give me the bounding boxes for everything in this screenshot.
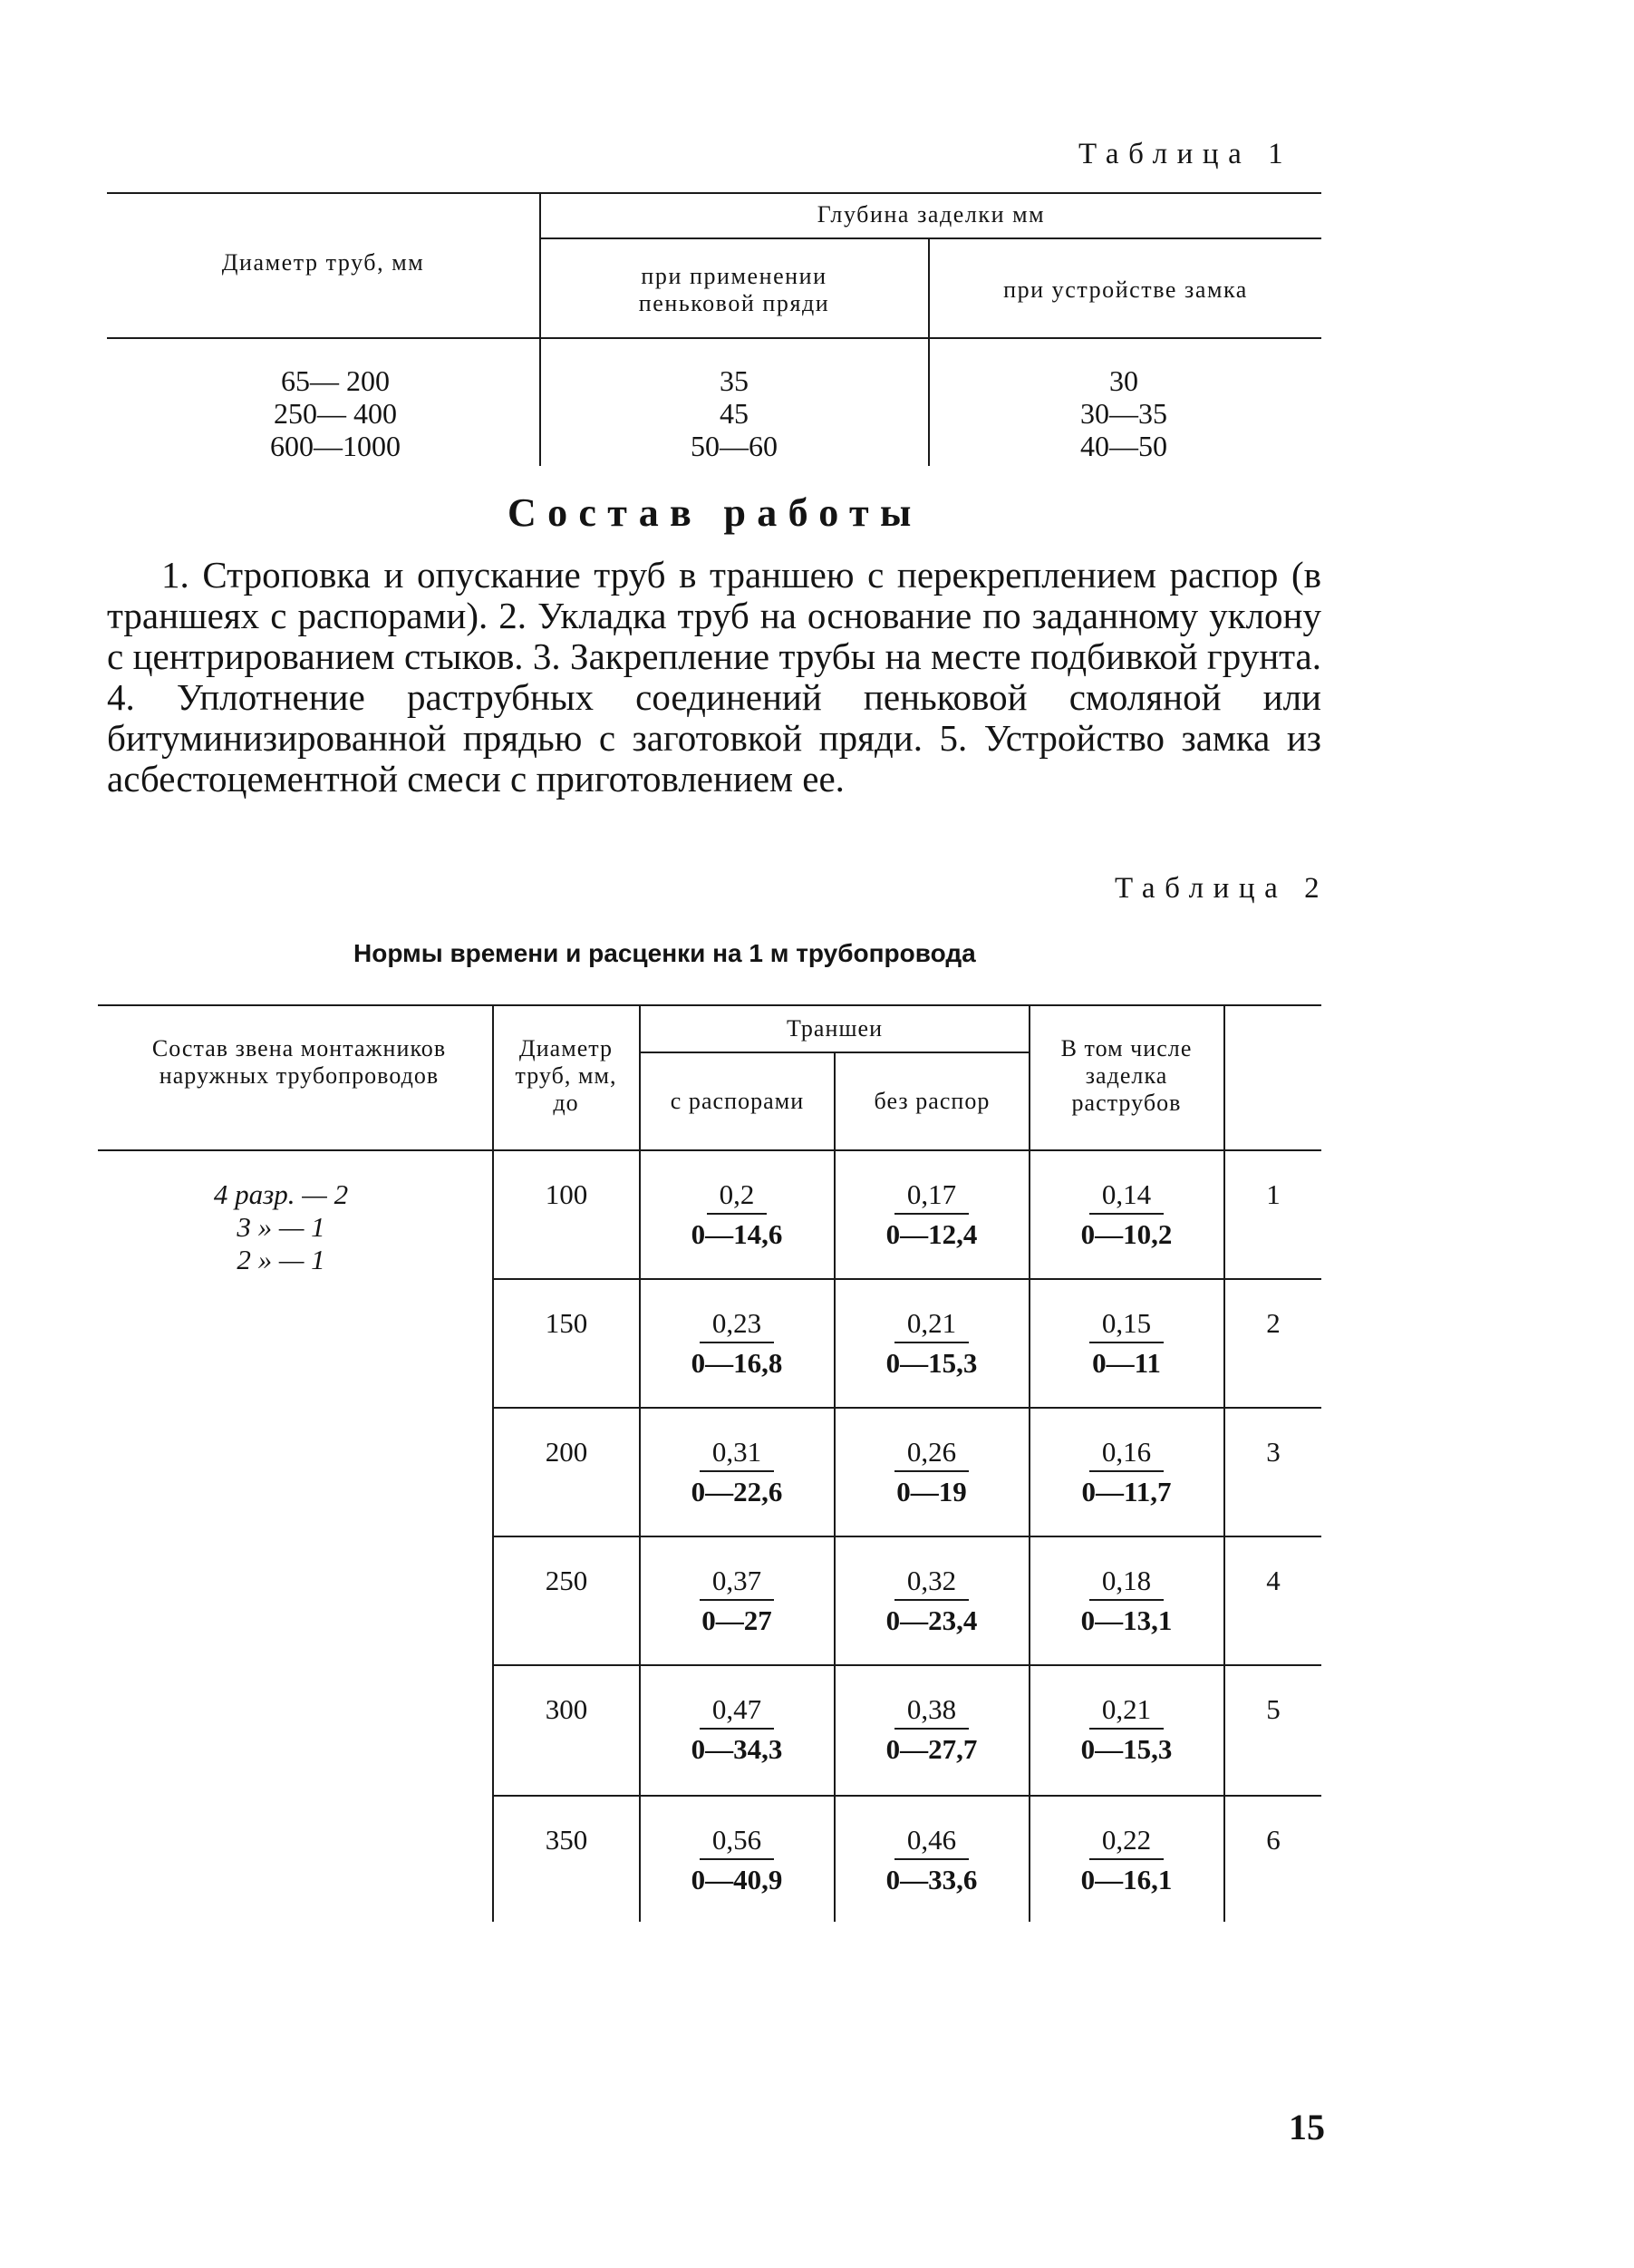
- crew-line: 2 » — 1: [237, 1244, 325, 1275]
- table2-diameter-cell: 100: [545, 1178, 588, 1210]
- norm-value: 0,31: [700, 1436, 774, 1472]
- rate-value: 0—23,4: [885, 1604, 978, 1636]
- table2-without-struts-cell: [850, 1178, 1013, 1251]
- table2-header-without-struts: без распор: [874, 1088, 991, 1114]
- table1-cell: 65— 200: [281, 364, 390, 397]
- table1-cell: 30—35: [1080, 397, 1167, 430]
- table2-header-with-struts: с распорами: [670, 1088, 805, 1114]
- table1-top-rule: [107, 192, 1321, 194]
- norm-value: 0,37: [700, 1565, 774, 1601]
- rate-value: 0—34,3: [691, 1733, 783, 1765]
- table1-diameter-column: [218, 364, 453, 462]
- table2-sockets-cell: [1045, 1565, 1208, 1637]
- table2-row-number: 1: [1266, 1178, 1281, 1210]
- table2-without-struts-cell: [850, 1824, 1013, 1896]
- norm-value: 0,22: [1089, 1824, 1164, 1860]
- table1-header-depth: Глубина заделки мм: [817, 201, 1046, 228]
- rate-value: 0—16,8: [691, 1347, 783, 1379]
- table2-sockets-cell: [1045, 1436, 1208, 1508]
- table2-row-number: 6: [1266, 1824, 1281, 1856]
- table2-col-divider: [834, 1052, 836, 1922]
- table2-header-trenches: Траншеи: [786, 1015, 884, 1042]
- rate-value: 0—33,6: [885, 1864, 978, 1895]
- norm-value: 0,21: [1089, 1693, 1164, 1730]
- table2-without-struts-cell: [850, 1307, 1013, 1380]
- table1-cell: 30: [1109, 364, 1138, 397]
- table1-header-rule: [107, 337, 1321, 339]
- table2-diameter-cell: 200: [545, 1436, 588, 1468]
- page-number: 15: [1289, 2107, 1325, 2147]
- crew-line: 4 разр. — 2: [213, 1178, 349, 1210]
- norm-value: 0,26: [894, 1436, 969, 1472]
- table2-with-struts-cell: [655, 1824, 818, 1896]
- rate-value: 0—14,6: [691, 1218, 783, 1250]
- table2-row-number: 2: [1266, 1307, 1281, 1339]
- table2-header-diameter: Диаметр труб, мм, до: [515, 1035, 617, 1116]
- table2-header-crew: Состав звена монтажников наружных трубопроводов: [151, 1035, 447, 1089]
- norm-value: 0,38: [894, 1693, 969, 1730]
- table1-header-lock: при устройстве замка: [1003, 276, 1248, 303]
- table2-row-rule: [493, 1664, 1321, 1666]
- norm-value: 0,46: [894, 1824, 969, 1860]
- table2-diameter-cell: 350: [545, 1824, 588, 1856]
- table2-subtitle: Нормы времени и расценки на 1 м трубопровода: [353, 939, 976, 967]
- table2-with-struts-cell: [655, 1693, 818, 1766]
- rate-value: 0—12,4: [885, 1218, 978, 1250]
- table2-crew-list: [136, 1178, 426, 1276]
- rate-value: 0—15,3: [1080, 1733, 1173, 1765]
- table2-col-divider: [1029, 1004, 1030, 1922]
- norm-value: 0,17: [894, 1178, 969, 1215]
- rate-value: 0—15,3: [885, 1347, 978, 1379]
- rate-value: 0—19: [896, 1476, 967, 1507]
- table2-row-number: 5: [1266, 1693, 1281, 1725]
- norm-value: 0,2: [707, 1178, 768, 1215]
- table2-row-number: 3: [1266, 1436, 1281, 1468]
- rate-value: 0—16,1: [1080, 1864, 1173, 1895]
- norm-value: 0,23: [700, 1307, 774, 1343]
- table2-with-struts-cell: [655, 1436, 818, 1508]
- table1-cell: 35: [720, 364, 749, 397]
- table2-sockets-cell: [1045, 1307, 1208, 1380]
- table2-caption: Таблица 2: [1115, 872, 1329, 905]
- table2-row-number: 4: [1266, 1565, 1281, 1596]
- table2-with-struts-cell: [655, 1307, 818, 1380]
- table1-lock-column: [1024, 364, 1223, 462]
- table1-caption: Таблица 1: [1078, 138, 1293, 170]
- table2-header-rule: [98, 1149, 1321, 1151]
- table2-sockets-cell: [1045, 1824, 1208, 1896]
- norm-value: 0,18: [1089, 1565, 1164, 1601]
- norm-value: 0,15: [1089, 1307, 1164, 1343]
- table2-row-rule: [493, 1795, 1321, 1797]
- table2-without-struts-cell: [850, 1565, 1013, 1637]
- rate-value: 0—22,6: [691, 1476, 783, 1507]
- norm-value: 0,32: [894, 1565, 969, 1601]
- table1-col-divider: [928, 237, 930, 466]
- rate-value: 0—11,7: [1081, 1476, 1172, 1507]
- table2-top-rule: [98, 1004, 1321, 1006]
- table2-row-rule: [493, 1407, 1321, 1409]
- norm-value: 0,47: [700, 1693, 774, 1730]
- norm-value: 0,56: [700, 1824, 774, 1860]
- table1-header-hemp: при применении пеньковой пряди: [638, 263, 830, 316]
- table1-cell: 40—50: [1080, 430, 1167, 462]
- table2-col-divider: [639, 1004, 641, 1922]
- table1-hemp-column: [634, 364, 834, 462]
- table2-row-rule: [493, 1536, 1321, 1537]
- section-paragraph: 1. Строповка и опускание труб в траншею с перекреплением распор (в траншеях с распорами). 2. Укладка труб на основание по заданному уклону с центрированием стыков. 3. Закрепление трубы на месте подбивкой грунта. 4. Уплотнение раструбных соединений пеньковой смоляной или битуминизированной прядью с заготовкой пряди. 5. Устройство замка из асбестоцементной смеси с приготовлением ее.: [107, 554, 1321, 800]
- norm-value: 0,14: [1089, 1178, 1164, 1215]
- table2-sockets-cell: [1045, 1693, 1208, 1766]
- rate-value: 0—40,9: [691, 1864, 783, 1895]
- table2-without-struts-cell: [850, 1436, 1013, 1508]
- table2-without-struts-cell: [850, 1693, 1013, 1766]
- table2-col-divider: [1223, 1004, 1225, 1922]
- table2-header-incl-sockets: В том числе заделка раструбов: [1060, 1035, 1193, 1116]
- table2-diameter-cell: 250: [545, 1565, 588, 1596]
- table1-cell: 250— 400: [274, 397, 397, 430]
- rate-value: 0—27: [701, 1604, 772, 1636]
- table2-with-struts-cell: [655, 1178, 818, 1251]
- table1-header-diameter: Диаметр труб, мм: [221, 249, 425, 276]
- table1-col-divider: [539, 192, 541, 466]
- table2-diameter-cell: 300: [545, 1693, 588, 1725]
- rate-value: 0—13,1: [1080, 1604, 1173, 1636]
- table2-sockets-cell: [1045, 1178, 1208, 1251]
- table1-cell: 600—1000: [270, 430, 401, 462]
- rate-value: 0—11: [1092, 1347, 1161, 1379]
- rate-value: 0—10,2: [1080, 1218, 1173, 1250]
- table1-cell: 45: [720, 397, 749, 430]
- norm-value: 0,21: [894, 1307, 969, 1343]
- table2-diameter-cell: 150: [545, 1307, 588, 1339]
- norm-value: 0,16: [1089, 1436, 1164, 1472]
- table2-row-rule: [493, 1278, 1321, 1280]
- table2-with-struts-cell: [655, 1565, 818, 1637]
- table1-group-rule: [540, 237, 1321, 239]
- table1-cell: 50—60: [691, 430, 778, 462]
- rate-value: 0—27,7: [885, 1733, 978, 1765]
- section-title: Состав работы: [508, 490, 923, 535]
- crew-line: 3 » — 1: [237, 1211, 325, 1243]
